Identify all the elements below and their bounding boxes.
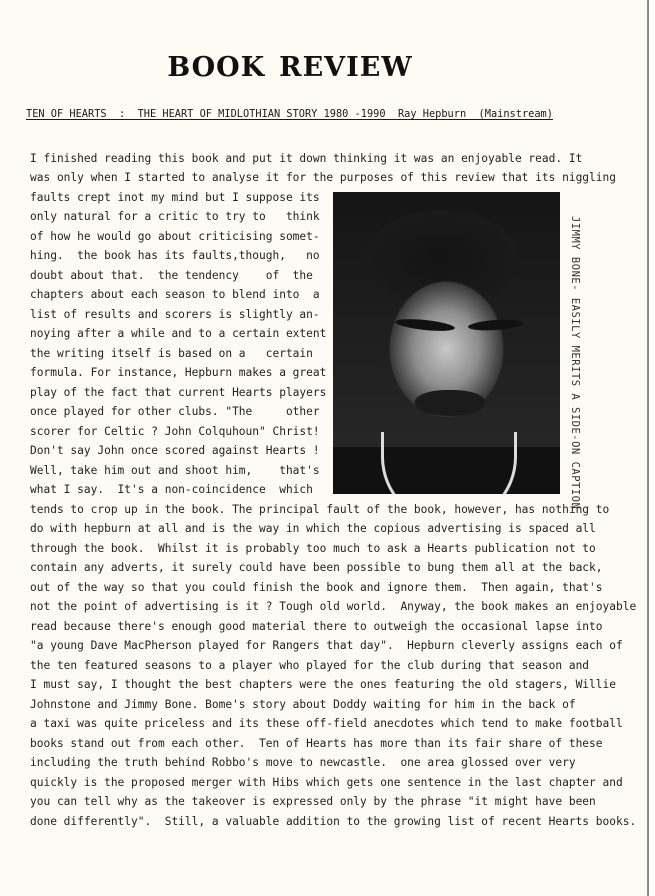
photo-right-brow — [468, 318, 524, 332]
photo-left-brow — [395, 317, 456, 333]
body-line: scorer for Celtic ? John Colquhoun" Christ! — [30, 425, 320, 438]
body-line: do with hepburn at all and is the way in which the copious advertising is spaced all — [30, 522, 596, 535]
body-line: list of results and scorers is slightly an- — [30, 308, 320, 321]
body-line: Don't say John once scored against Hearts ! — [30, 444, 320, 457]
title-word-book: BOOK — [167, 52, 266, 83]
body-line: chapters about each season to blend into a — [30, 288, 320, 301]
body-line: a taxi was quite priceless and its these off-field anecdotes which tend to make football — [30, 717, 623, 730]
body-line: read because there's enough good material there to outweigh the occasional lapse into — [30, 620, 603, 633]
body-line: you can tell why as the takeover is expressed only by the phrase "it might have been — [30, 795, 596, 808]
body-line: faults crept inot my mind but I suppose its — [30, 191, 320, 204]
body-line: "a young Dave MacPherson played for Rangers that day". Hepburn cleverly assigns each of — [30, 639, 623, 652]
photo-moustache — [415, 390, 485, 416]
body-line: books stand out from each other. Ten of Hearts has more than its fair share of these — [30, 737, 603, 750]
body-line: noying after a while and to a certain extent — [30, 327, 327, 340]
photo-collar — [381, 432, 517, 494]
body-line: through the book. Whilst it is probably too much to ask a Hearts publication not to — [30, 542, 596, 555]
book-citation-heading: TEN OF HEARTS : THE HEART OF MIDLOTHIAN STORY 1980 -1990 Ray Hepburn (Mainstream) — [26, 108, 553, 120]
body-line: I finished reading this book and put it down thinking it was an enjoyable read. It — [30, 152, 583, 165]
body-line: the ten featured seasons to a player who played for the club during that season and — [30, 659, 590, 672]
page-title — [0, 52, 580, 83]
body-line: doubt about that. the tendency of the — [30, 269, 313, 282]
body-line: what I say. It's a non-coincidence which — [30, 483, 313, 496]
page-margin-outside — [649, 0, 655, 896]
body-line: quickly is the proposed merger with Hibs which gets one sentence in the last chapter and — [30, 776, 623, 789]
body-line: only natural for a critic to try to think — [30, 210, 320, 223]
body-line: hing. the book has its faults,though, no — [30, 249, 320, 262]
body-line: done differently". Still, a valuable addition to the growing list of recent Hearts books. — [30, 815, 637, 828]
body-line: of how he would go about criticising somet- — [30, 230, 320, 243]
body-line: out of the way so that you could finish the book and ignore them. Then again, that's — [30, 581, 603, 594]
body-line: tends to crop up in the book. The principal fault of the book, however, has nothing to — [30, 503, 610, 516]
body-line: formula. For instance, Hepburn makes a great — [30, 366, 327, 379]
body-line: not the point of advertising is it ? Tough old world. Anyway, the book makes an enjoyable — [30, 600, 637, 613]
body-line: play of the fact that current Hearts players — [30, 386, 327, 399]
body-line: Well, take him out and shoot him, that's — [30, 464, 320, 477]
body-line: the writing itself is based on a certain — [30, 347, 313, 360]
body-line: once played for other clubs. "The other — [30, 405, 320, 418]
title-word-review: REVIEW — [279, 52, 413, 83]
photo-caption: JIMMY BONE- EASILY MERITS A SIDE-ON CAPTION — [569, 216, 581, 510]
body-line: including the truth behind Robbo's move to newcastle. one area glossed over very — [30, 756, 576, 769]
jimmy-bone-photo — [333, 192, 560, 494]
body-line: was only when I started to analyse it for the purposes of this review that its niggling — [30, 171, 616, 184]
body-line: Johnstone and Jimmy Bone. Bome's story about Doddy waiting for him in the back of — [30, 698, 576, 711]
body-line: contain any adverts, it surely could have been possible to bung them all at the back, — [30, 561, 603, 574]
body-line: I must say, I thought the best chapters were the ones featuring the old stagers, Willie — [30, 678, 616, 691]
